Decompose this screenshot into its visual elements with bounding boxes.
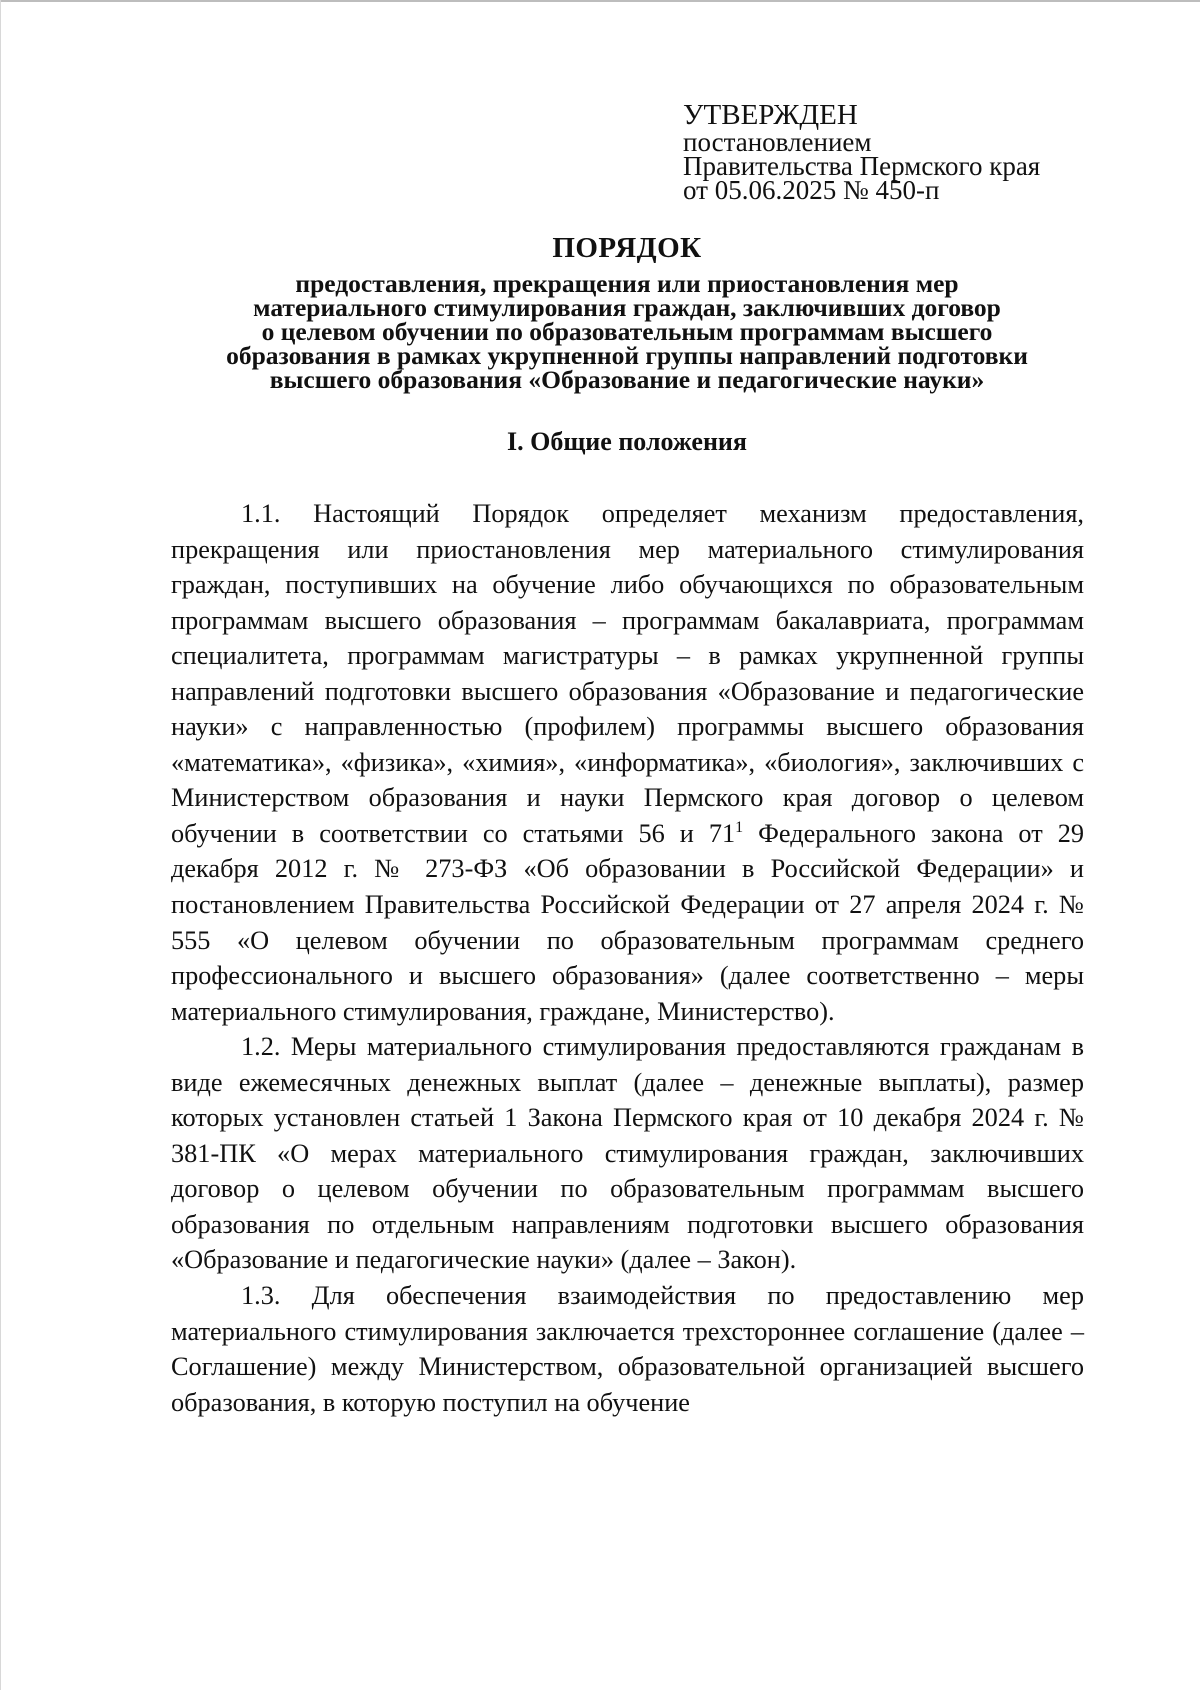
subtitle-line: высшего образования «Образование и педагогические науки» xyxy=(269,365,985,394)
document-subtitle xyxy=(120,269,1134,394)
document-title: ПОРЯДОК xyxy=(552,232,702,264)
approval-heading: УТВЕРЖДЕН xyxy=(683,99,858,131)
subtitle-line: образования в рамках укрупненной группы направлений подготовки xyxy=(226,341,1028,370)
approval-line: постановлением xyxy=(683,127,872,157)
paragraph-1-1 xyxy=(171,496,1084,1029)
section-heading: I. Общие положения xyxy=(507,427,747,456)
document-body xyxy=(171,496,1084,1420)
scan-edge-top xyxy=(0,0,1200,2)
approval-line: Правительства Пермского края xyxy=(683,151,1041,181)
subtitle-line: о целевом обучении по образовательным программам высшего xyxy=(261,317,993,346)
subtitle-line: предоставления, прекращения или приостановления мер xyxy=(295,269,959,298)
paragraph-1-2: 1.2. Меры материального стимулирования предоставляются гражданам в виде ежемесячных денежных выплат (далее – денежные выплаты), размер которых установлен статьей 1 Закона Пермского края от 10 декабря 2024 г. № 381-ПК «О мерах материального стимулирования граждан, заключивших договор о целевом обучении по образовательным программам высшего образования по отдельным направлениям подготовки высшего образования «Образование и педагогические науки» (далее – Закон). xyxy=(171,1032,1084,1275)
approval-stamp xyxy=(683,99,1123,205)
superscript-index: 1 xyxy=(735,819,744,837)
subtitle-line: материального стимулирования граждан, заключивших договор xyxy=(253,293,1001,322)
paragraph-text: 1.1. Настоящий Порядок определяет механизм предоставления, прекращения или приостановления мер материального стимулирования граждан, поступивших на обучение либо обучающихся по образовательным программам высшего образования – программам бакалавриата, программам специалитета, программам магистратуры – в рамках укрупненной группы направлений подготовки высшего образования «Образование и педагогические науки» с направленностью (профилем) программы высшего образования «математика», «физика», «химия», «информатика», «биология», заключивших с Министерством образования и науки Пермского края договор о целевом обучении в соответствии со статьями 56 и 71 xyxy=(171,499,1084,848)
paragraph-text: Федерального закона от 29 декабря 2012 г. № 273-ФЗ «Об образовании в Российской Федерации» и постановлением Правительства Российской Федерации от 27 апреля 2024 г. № 555 «О целевом обучении по образовательным программам среднего профессионального и высшего образования» (далее соответственно – меры материального стимулирования, граждане, Министерство). xyxy=(171,818,1084,1026)
paragraph-1-3: 1.3. Для обеспечения взаимодействия по предоставлению мер материального стимулирования заключается трехстороннее соглашение (далее – Соглашение) между Министерством, образовательной организацией высшего образования, в которую поступил на обучение xyxy=(171,1281,1084,1417)
approval-date-number: от 05.06.2025 № 450-п xyxy=(683,175,940,205)
